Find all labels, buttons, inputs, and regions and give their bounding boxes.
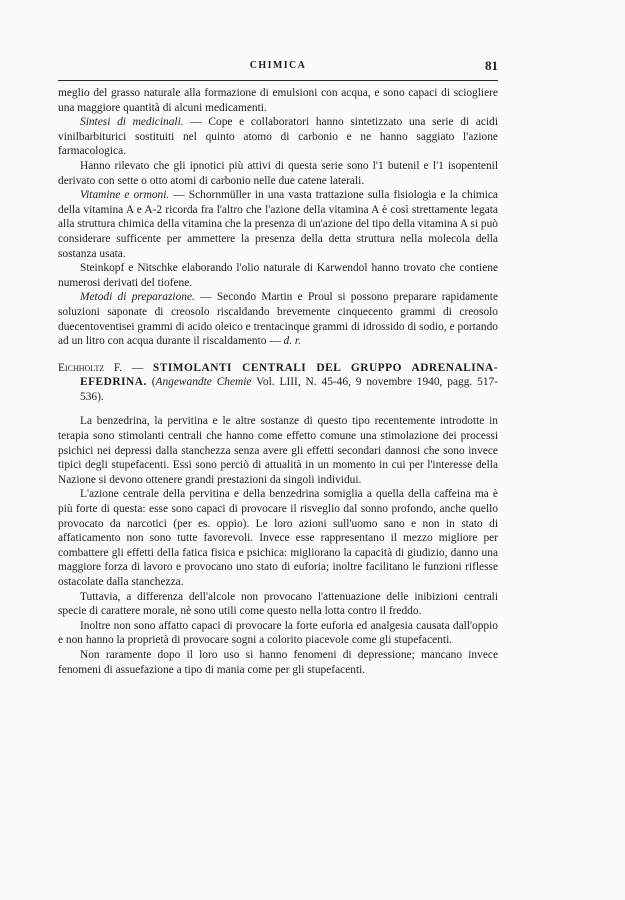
paragraph-ipnotici: Hanno rilevato che gli ipnotici più attivi di questa serie sono l'1 butenil e l'1 isopentenil derivato con sette o otto atomi di carbonio nelle due catene laterali.	[58, 159, 498, 187]
header-rule	[58, 80, 498, 81]
article-spacer	[58, 404, 498, 414]
section-vitamine: Vitamine e ormoni. — Schornmüller in una vasta trattazione sulla fisiologia e la chimica della vitamina A e A-2 ricorda fra l'altro che l'azione della vitamina A è così strettamente legata alla struttura chimica della vitamina che la presenza di un'azione del tipo della vitamina A si può considerare sufficente per ammettere la presenza della detta struttura nella molecola della sostanza usata.	[58, 189, 498, 260]
author-signature: d. r.	[283, 335, 301, 348]
journal-name: Angewandte Chemie	[155, 376, 252, 389]
page-header	[58, 60, 498, 78]
page-number: 81	[485, 58, 498, 73]
article-paragraph: La benzedrina, la pervitina e le altre sostanze di questo tipo recentemente introdotte in terapia sono stimolanti centrali che hanno come effetto comune una stimolazione dei processi psichici nei depressi dalla stanchezza senza avere gli effetti secondari dannosi che sono invece tipici degli stupefacenti. Essi sono perciò di attualità in un momento in cui per l'interesse della Nazione si devono ottenere grandi prestazioni da singoli individui.	[58, 415, 498, 486]
section-heading: Vitamine e ormoni.	[80, 189, 170, 202]
article-paragraph: L'azione centrale della pervitina e della benzedrina somiglia a quella della caffeina ma è più forte di questa: esse sono capaci di provocare il risveglio dal sonno profondo, anche quello provocato da narcotici (per es. oppio). Le loro azioni sull'uomo sano e non in stato di affaticamento non sono tutte favorevoli. Invece esse rappresentano il mezzo migliore per combattere gli effetti della fatica fisica e psichica: migliorano la capacità di giudizio, danno una maggiore forza di lavoro e provocano uno stato di euforia; inoltre facilitano le funzioni riflesse ostacolate dalla stanchezza.	[58, 488, 498, 588]
paragraph-continuation: meglio del grasso naturale alla formazione di emulsioni con acqua, e sono capaci di sciogliere una maggiore quantità di alcuni medicamenti.	[58, 87, 498, 114]
article-paragraph: Inoltre non sono affatto capaci di provocare la forte euforia ed analgesia causata dall'oppio e non hanno la proprietà di provocare sogni a colorito piacevole come gli stupefacenti.	[58, 619, 498, 647]
article-heading: Eichholtz F. — STIMOLANTI CENTRALI DEL GRUPPO ADRENALINA-EFEDRINA. (Angewandte Chemie Vol. LIII, N. 45-46, 9 novembre 1940, pagg. 517-536).	[58, 361, 498, 403]
article-citation: Vol. LIII, N. 45-46, 9 novembre 1940, pagg. 517-536).	[80, 376, 498, 403]
section-sintesi: Sintesi di medicinali. — Cope e collaboratori hanno sintetizzato una serie di acidi vinilbarbiturici sostituiti nel quinto atomo di carbonio e ne hanno saggiato l'azione farmacologica.	[58, 116, 499, 158]
page-body	[58, 86, 498, 677]
article-author: Eichholtz F.	[58, 361, 123, 374]
running-title: CHIMICA	[249, 60, 307, 71]
article-separator	[58, 349, 498, 361]
section-heading: Sintesi di medicinali.	[80, 116, 184, 129]
article-paragraph: Non raramente dopo il loro uso si hanno fenomeni di depressione; mancano invece fenomeni di assuefazione a tipo di mania come per gli stupefacenti.	[58, 648, 498, 676]
article-paragraph: Tuttavia, a differenza dell'alcole non provocano l'attenuazione delle inibizioni centrali specie di carattere morale, nè sono utili come questo nella lotta contro il freddo.	[58, 590, 498, 618]
article-title: STIMOLANTI CENTRALI DEL GRUPPO ADRENALINA-EFEDRINA.	[80, 361, 498, 389]
section-heading: Metodi di preparazione.	[80, 291, 195, 304]
paragraph-tiofene: Steinkopf e Nitschke elaborando l'olio naturale di Karwendol hanno trovato che contiene numerosi derivati del tiofene.	[58, 262, 498, 289]
section-metodi: Metodi di preparazione. — Secondo Martin e Proul si possono preparare rapidamente soluzioni saponate di creosolo riscaldando brevemente cinquecento grammi di creosolo duecentoventisei grammi di acido oleico e trentacinque grammi di idrossido di sodio, e portando ad un litro con acqua durante il riscaldamento — d. r.	[58, 291, 498, 348]
